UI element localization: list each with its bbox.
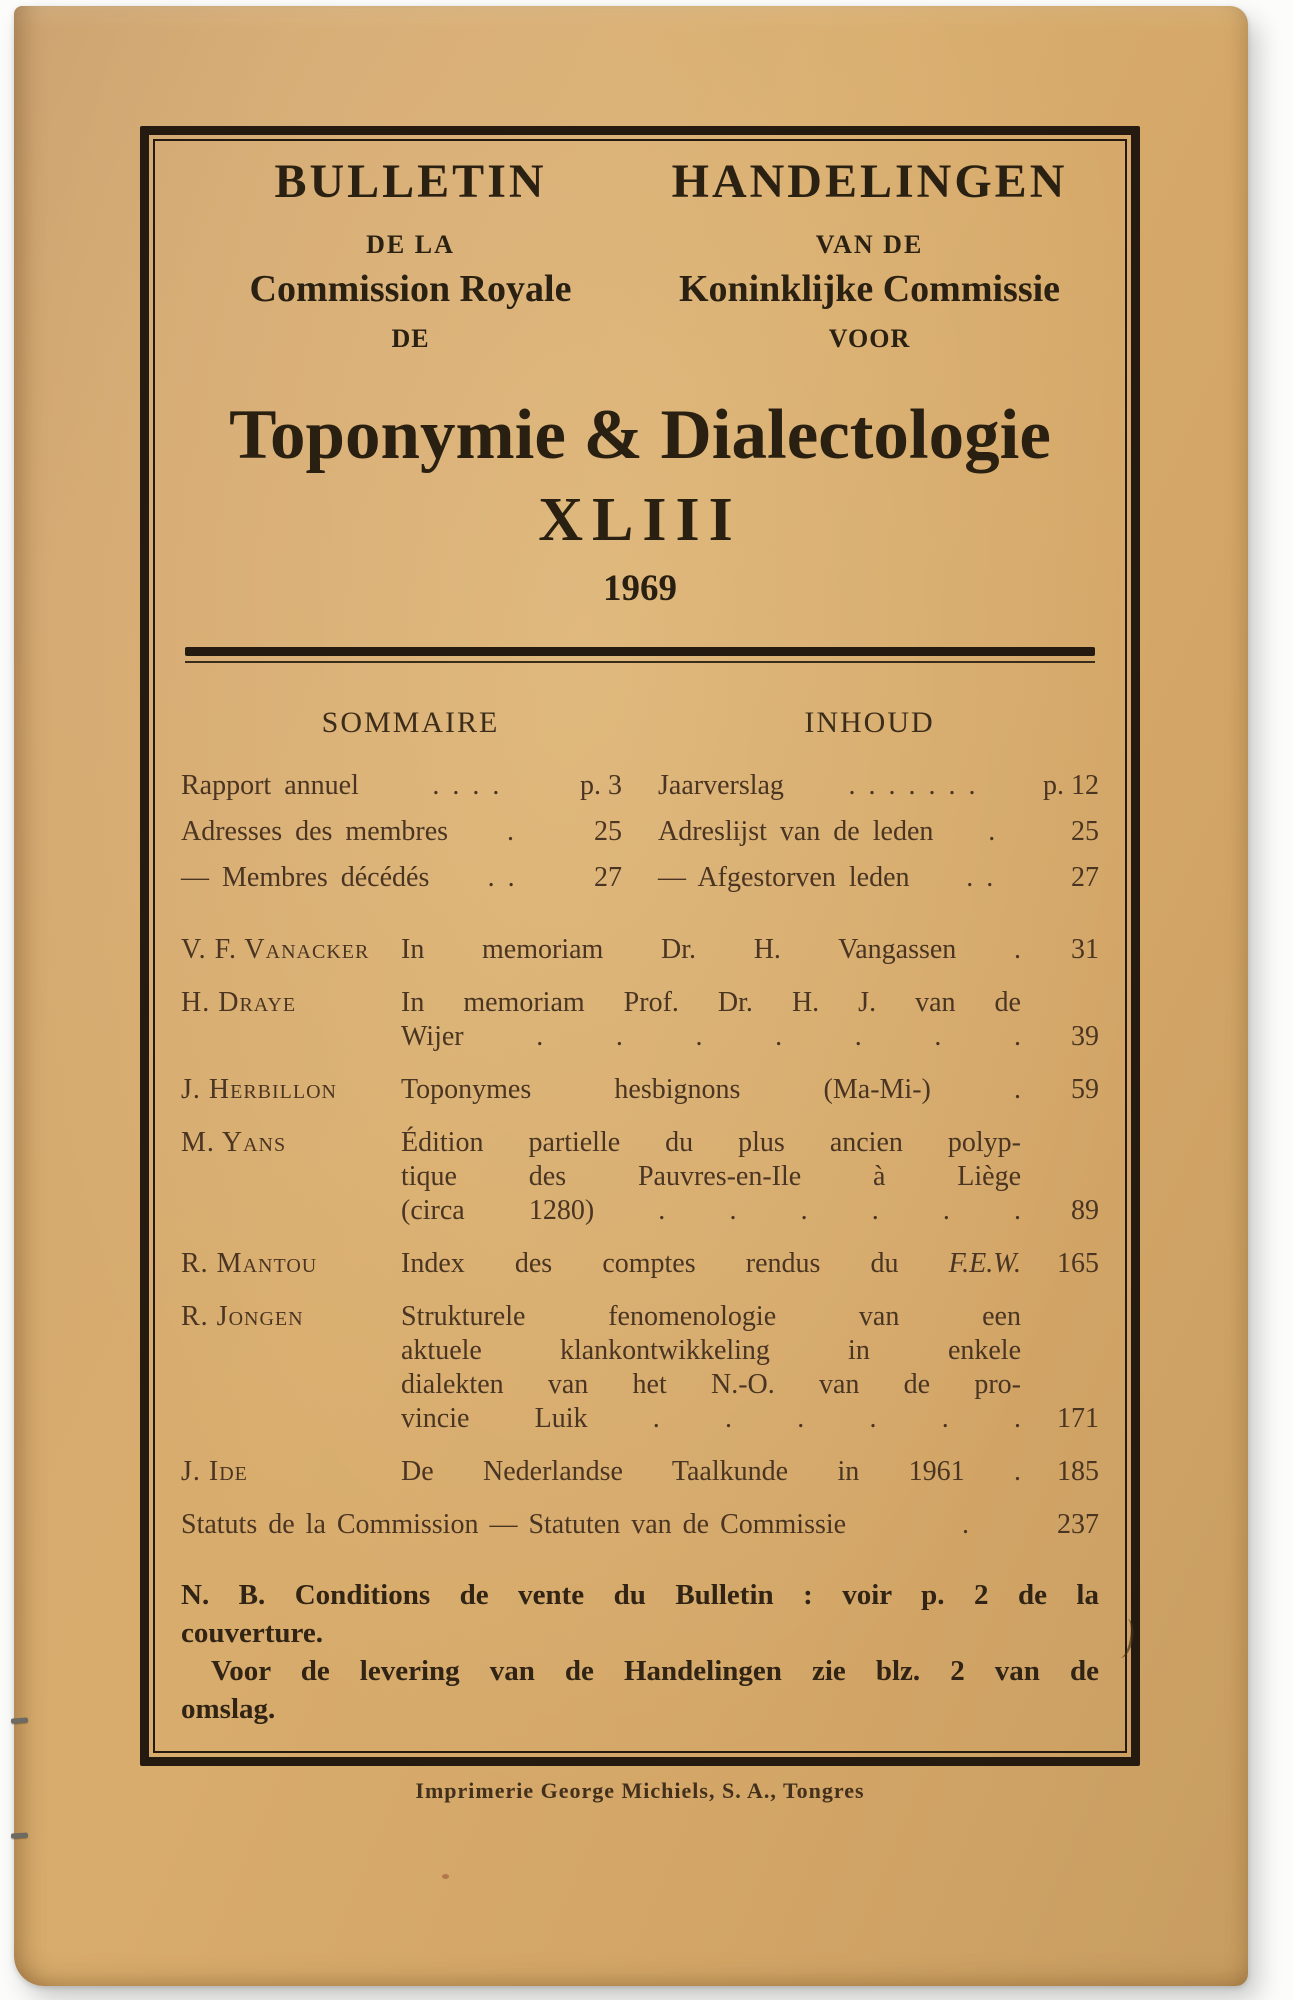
page-number: 59 <box>1071 1074 1099 1105</box>
dot-leader: . . . . <box>432 771 503 801</box>
entry-title-line: In memoriam Prof. Dr. H. J. van de <box>401 987 1021 1018</box>
volume-numeral: XLIII <box>538 486 742 554</box>
toc-dutch-column <box>658 771 1099 909</box>
cover-inner-frame <box>153 139 1127 1753</box>
spine-stitch-icon <box>11 1833 28 1839</box>
toc-entry <box>181 986 1099 1054</box>
toc-label: — Membres décédés <box>181 862 430 893</box>
inhoud-heading: INHOUD <box>804 706 935 739</box>
masthead <box>181 155 1099 353</box>
entry-title-line: Toponymes hesbignons (Ma-Mi-) . <box>401 1074 1021 1105</box>
cover-border-frame <box>140 126 1140 1766</box>
handelingen-subtitle-3: VOOR <box>828 324 911 353</box>
toc-entry <box>181 933 1099 967</box>
spine-stitch-icon <box>11 1717 28 1723</box>
entry-author: R. Jongen <box>181 1301 304 1332</box>
page-number: 27 <box>1071 862 1099 893</box>
entry-title-line: aktuele klankontwikkeling in enkele <box>401 1335 1021 1366</box>
printer-imprint: Imprimerie George Michiels, S. A., Tongres <box>415 1778 865 1803</box>
statutes-line <box>181 1508 1021 1542</box>
toc-row <box>181 817 622 847</box>
entry-title <box>401 1073 1021 1107</box>
note-dutch-line-2: omslag. <box>181 1693 276 1725</box>
toc-row <box>658 817 1099 847</box>
toc-entry <box>181 1247 1099 1281</box>
sommaire-heading: SOMMAIRE <box>321 706 500 739</box>
handelingen-subtitle-2: Koninklijke Commissie <box>678 268 1061 310</box>
bulletin-subtitle-1: DE LA <box>366 230 455 259</box>
handelingen-title: HANDELINGEN <box>671 155 1068 208</box>
entry-title <box>401 1247 1021 1281</box>
statutes-row <box>181 1508 1099 1542</box>
entry-title-line: De Nederlandse Taalkunde in 1961 . <box>401 1456 1021 1487</box>
page-number: 185 <box>1057 1456 1099 1487</box>
note-dutch-line-1: Voor de levering van de Handelingen zie blz. 2 van de <box>211 1655 1099 1687</box>
page-number: 171 <box>1057 1403 1099 1434</box>
toc-label: Adreslijst van de leden <box>658 816 934 847</box>
bulletin-title: BULLETIN <box>274 155 547 208</box>
book-cover <box>14 6 1248 1986</box>
entry-title-line: tique des Pauvres-en-Ile à Liège <box>401 1161 1021 1192</box>
statutes-label: Statuts de la Commission — Statuten van de Commissie <box>181 1509 847 1540</box>
toc-entry <box>181 1126 1099 1228</box>
page-number: 89 <box>1071 1195 1099 1226</box>
entry-title <box>401 986 1021 1054</box>
toc-label: Jaarverslag <box>658 770 784 801</box>
entry-title-line: (circa 1280) . . . . . . <box>401 1195 1021 1226</box>
entry-title-line: dialekten van het N.-O. van de pro- <box>401 1369 1021 1400</box>
entry-author: J. Ide <box>181 1456 248 1487</box>
divider-rule <box>185 647 1095 663</box>
page-number: 31 <box>1071 934 1099 965</box>
toc-label: Adresses des membres <box>181 816 449 847</box>
toc-row <box>658 863 1099 893</box>
dot-leader: . <box>988 817 999 847</box>
entry-title-line: Strukturele fenomenologie van een <box>401 1301 1021 1332</box>
toc-row <box>181 863 622 893</box>
entry-author: M. Yans <box>181 1127 287 1158</box>
entry-title <box>401 1126 1021 1228</box>
entry-title-italic: F.E.W. <box>948 1248 1021 1279</box>
toc-row <box>658 771 1099 801</box>
masthead-dutch <box>640 155 1099 353</box>
note-french-line-2: couverture. <box>181 1617 323 1649</box>
entry-title-line: vincie Luik . . . . . . <box>401 1403 1021 1434</box>
bulletin-subtitle-2: Commission Royale <box>249 268 572 310</box>
entry-title-line <box>401 1247 1021 1281</box>
toc-label: — Afgestorven leden <box>658 862 910 893</box>
toc-label: Rapport annuel <box>181 770 359 801</box>
toc-french-column <box>181 771 622 909</box>
bulletin-subtitle-3: DE <box>391 324 430 353</box>
dot-leader: . . <box>966 863 997 893</box>
entry-author: V. F. Vanacker <box>181 934 370 965</box>
page-number: 25 <box>594 816 622 847</box>
entry-title-line: Édition partielle du plus ancien polyp- <box>401 1127 1021 1158</box>
masthead-french <box>181 155 640 353</box>
toc-headings <box>181 707 1099 739</box>
entry-author: J. Herbillon <box>181 1074 337 1105</box>
entry-title-line: In memoriam Dr. H. Vangassen . <box>401 934 1021 965</box>
page-number: p. 3 <box>580 770 622 801</box>
dot-leader: . <box>507 817 518 847</box>
paper-speck <box>442 1874 449 1879</box>
page-number: 39 <box>1071 1021 1099 1052</box>
page-number: 237 <box>1057 1509 1099 1540</box>
divider-rule-thick <box>185 647 1095 656</box>
toc-bilingual-section <box>181 771 1099 909</box>
year: 1969 <box>603 568 677 609</box>
note-french-line-1: N. B. Conditions de vente du Bulletin : voir p. 2 de la <box>181 1579 1099 1611</box>
toc-row <box>181 771 622 801</box>
page-number: 27 <box>594 862 622 893</box>
page-number: 25 <box>1071 816 1099 847</box>
page-number: p. 12 <box>1043 770 1099 801</box>
entry-author: R. Mantou <box>181 1248 318 1279</box>
toc-entry <box>181 1073 1099 1107</box>
toc-entry <box>181 1300 1099 1436</box>
entry-title <box>401 1300 1021 1436</box>
dot-leader: . . <box>487 863 518 893</box>
toc-entry <box>181 1455 1099 1489</box>
dot-leader: . . . . . . . <box>848 771 979 801</box>
entry-author: H. Draye <box>181 987 297 1018</box>
sale-conditions-note <box>181 1576 1099 1728</box>
main-title: Toponymie & Dialectologie <box>229 396 1051 474</box>
page-number: 165 <box>1057 1248 1099 1279</box>
entry-title <box>401 933 1021 967</box>
entry-title <box>401 1455 1021 1489</box>
divider-rule-thin <box>185 661 1095 663</box>
entry-title-text: Index des comptes rendus du <box>401 1248 899 1279</box>
toc-article-entries <box>181 933 1099 1489</box>
entry-title-line: Wijer . . . . . . . <box>401 1021 1021 1052</box>
dot-leader: . <box>962 1509 969 1540</box>
handelingen-subtitle-1: VAN DE <box>815 230 924 259</box>
